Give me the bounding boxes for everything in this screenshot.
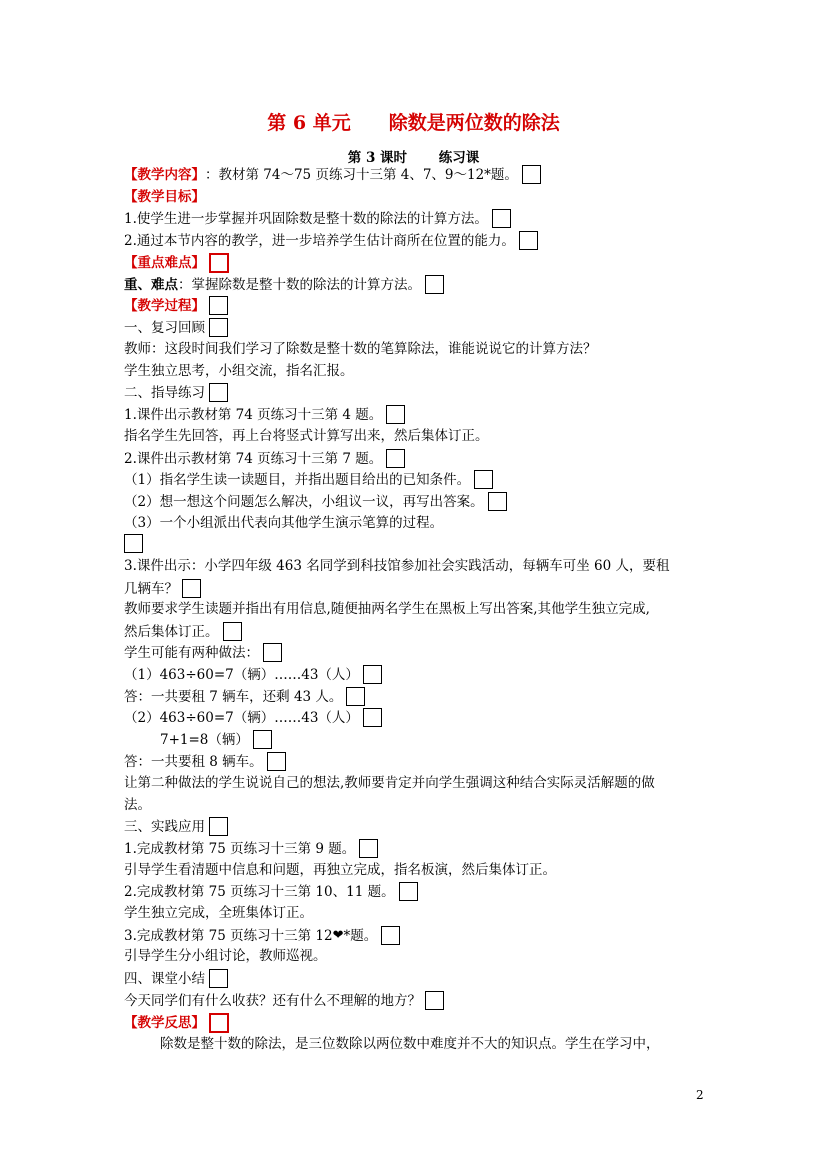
paragraph-text: 除数是整十数的除法，是三位数除以两位数中难度并不大的知识点。学生在学习中， [160, 1036, 660, 1052]
paragraph-text: （2）463÷60=7（辆）……43（人） [124, 709, 359, 726]
content-label: 【教学内容】 [124, 166, 205, 183]
checkbox-icon[interactable] [209, 318, 228, 337]
paragraph-text: 1.课件出示教材第 74 页练习十三第 4 题。 [124, 406, 383, 423]
paragraph [124, 362, 354, 380]
paragraph-text: 3.完成教材第 75 页练习十三第 12 [124, 927, 333, 944]
paragraph-text: 法。 [124, 797, 151, 813]
goal-1 [124, 209, 511, 228]
checkbox-icon[interactable] [363, 708, 382, 727]
paragraph [124, 796, 151, 814]
paragraph [160, 1035, 660, 1053]
paragraph [124, 449, 405, 468]
paragraph [124, 600, 650, 618]
paragraph [124, 405, 405, 424]
paragraph [160, 730, 272, 749]
lesson-subtitle: 第 3 课时 练习课 [347, 150, 480, 166]
standalone-checkbox-row [124, 534, 143, 553]
checkbox-icon[interactable] [386, 405, 405, 424]
checkbox-icon[interactable] [263, 643, 282, 662]
paragraph [124, 665, 382, 684]
paragraph [124, 882, 418, 901]
checkbox-icon[interactable] [253, 730, 272, 749]
paragraph-text: 学生独立思考，小组交流，指名汇报。 [124, 363, 354, 379]
checkbox-icon[interactable] [359, 839, 378, 858]
paragraph-text: 指名学生先回答，再上台将竖式计算写出来，然后集体订正。 [124, 428, 489, 444]
paragraph-text: 1.完成教材第 75 页练习十三第 9 题。 [124, 840, 356, 857]
paragraph [124, 708, 382, 727]
section-3-title-text: 三、实践应用 [124, 818, 205, 835]
paragraph-text: 引导学生分小组讨论，教师巡视。 [124, 948, 327, 964]
checkbox-icon[interactable] [474, 470, 493, 489]
checkbox-icon[interactable] [182, 579, 201, 598]
checkbox-icon[interactable] [363, 665, 382, 684]
unit-title: 第 6 单元 除数是两位数的除法 [267, 112, 560, 134]
process-heading [124, 296, 228, 315]
keypoints-line [124, 275, 444, 294]
checkbox-icon[interactable] [267, 752, 286, 771]
paragraph [124, 514, 443, 532]
checkbox-icon[interactable] [488, 492, 507, 511]
paragraph [124, 579, 201, 598]
paragraph [124, 492, 507, 511]
checkbox-icon[interactable] [209, 383, 228, 402]
paragraph-text: 7+1=8（辆） [160, 731, 249, 748]
checkbox-icon[interactable] [223, 622, 242, 641]
paragraph-text: 学生可能有两种做法： [124, 644, 259, 661]
section-1-title [124, 318, 228, 337]
paragraph [124, 926, 400, 945]
goals-heading [124, 188, 205, 206]
checkbox-icon[interactable] [209, 1013, 229, 1033]
section-2-title [124, 383, 228, 402]
goal-2-text: 2.通过本节内容的教学，进一步培养学生估计商所在位置的能力。 [124, 232, 515, 249]
paragraph [124, 947, 327, 965]
checkbox-icon[interactable] [425, 275, 444, 294]
section-4-title-text: 四、课堂小结 [124, 970, 205, 987]
paragraph-text: 2.完成教材第 75 页练习十三第 10、11 题。 [124, 883, 395, 900]
keypoints-prefix: 重、难点 [124, 276, 178, 293]
paragraph-text: 引导学生看清题中信息和问题，再独立完成，指名板演，然后集体订正。 [124, 862, 556, 878]
reflection-label: 【教学反思】 [124, 1015, 205, 1031]
paragraph [124, 861, 556, 879]
paragraph [124, 991, 444, 1010]
paragraph [124, 839, 378, 858]
paragraph [124, 622, 242, 641]
section-2-title-text: 二、指导练习 [124, 384, 205, 401]
goal-2 [124, 231, 538, 250]
checkbox-icon[interactable] [399, 882, 418, 901]
page-number: 2 [696, 1088, 704, 1102]
checkbox-icon[interactable] [209, 817, 228, 836]
paragraph-text: 学生独立完成，全班集体订正。 [124, 905, 313, 921]
goals-label: 【教学目标】 [124, 189, 205, 205]
paragraph-text: 2.课件出示教材第 74 页练习十三第 7 题。 [124, 450, 383, 467]
paragraph-text: （3）一个小组派出代表向其他学生演示笔算的过程。 [124, 515, 444, 531]
paragraph-text: 几辆车？ [124, 580, 178, 597]
paragraph-text: 然后集体订正。 [124, 623, 219, 640]
paragraph-text: 今天同学们有什么收获？还有什么不理解的地方？ [124, 992, 421, 1009]
checkbox-icon[interactable] [519, 231, 538, 250]
goal-1-text: 1.使学生进一步掌握并巩固除数是整十数的除法的计算方法。 [124, 210, 488, 227]
paragraph [124, 774, 655, 792]
paragraph [124, 687, 365, 706]
paragraph-text: 答：一共要租 8 辆车。 [124, 753, 263, 770]
paragraph-text: 教师：这段时间我们学习了除数是整十数的笔算除法，谁能说说它的计算方法？ [124, 341, 597, 357]
checkbox-icon[interactable] [381, 926, 400, 945]
paragraph-text: 答：一共要租 7 辆车，还剩 43 人。 [124, 688, 343, 705]
paragraph-text: 让第二种做法的学生说说自己的想法,教师要肯定并向学生强调这种结合实际灵活解题的做 [124, 775, 655, 791]
keypoints-label: 【重点难点】 [124, 255, 205, 271]
reflection-heading [124, 1013, 229, 1033]
paragraph [124, 557, 670, 575]
checkbox-icon[interactable] [425, 991, 444, 1010]
paragraph-text: 3.课件出示：小学四年级 463 名同学到科技馆参加社会实践活动，每辆车可坐 60 人，要租 [124, 558, 670, 574]
paragraph-text: （1）463÷60=7（辆）……43（人） [124, 666, 359, 683]
checkbox-icon[interactable] [209, 253, 229, 273]
paragraph-text: （2）想一想这个问题怎么解决，小组议一议，再写出答案。 [124, 493, 484, 510]
checkbox-icon[interactable] [124, 534, 143, 553]
section-1-title-text: 一、复习回顾 [124, 319, 205, 336]
section-3-title [124, 817, 228, 836]
checkbox-icon[interactable] [492, 209, 511, 228]
paragraph [124, 340, 597, 358]
heart-icon: ❤ [332, 927, 344, 943]
checkbox-icon[interactable] [522, 165, 541, 184]
process-label: 【教学过程】 [124, 297, 205, 314]
paragraph-text: 教师要求学生读题并指出有用信息,随便抽两名学生在黑板上写出答案,其他学生独立完成, [124, 601, 650, 617]
paragraph [124, 427, 489, 445]
content-line [124, 165, 541, 184]
keypoints-heading [124, 253, 229, 273]
paragraph-text: （1）指名学生读一读题目，并指出题目给出的已知条件。 [124, 471, 471, 488]
content-text: ：教材第 74～75 页练习十三第 4、7、9～12*题。 [205, 166, 518, 183]
checkbox-icon[interactable] [209, 296, 228, 315]
checkbox-icon[interactable] [209, 969, 228, 988]
checkbox-icon[interactable] [346, 687, 365, 706]
paragraph-text: *题。 [343, 927, 378, 944]
section-4-title [124, 969, 228, 988]
paragraph [124, 904, 313, 922]
paragraph [124, 752, 286, 771]
paragraph [124, 470, 493, 489]
paragraph [124, 643, 282, 662]
keypoints-text: ：掌握除数是整十数的除法的计算方法。 [178, 276, 421, 293]
checkbox-icon[interactable] [386, 449, 405, 468]
